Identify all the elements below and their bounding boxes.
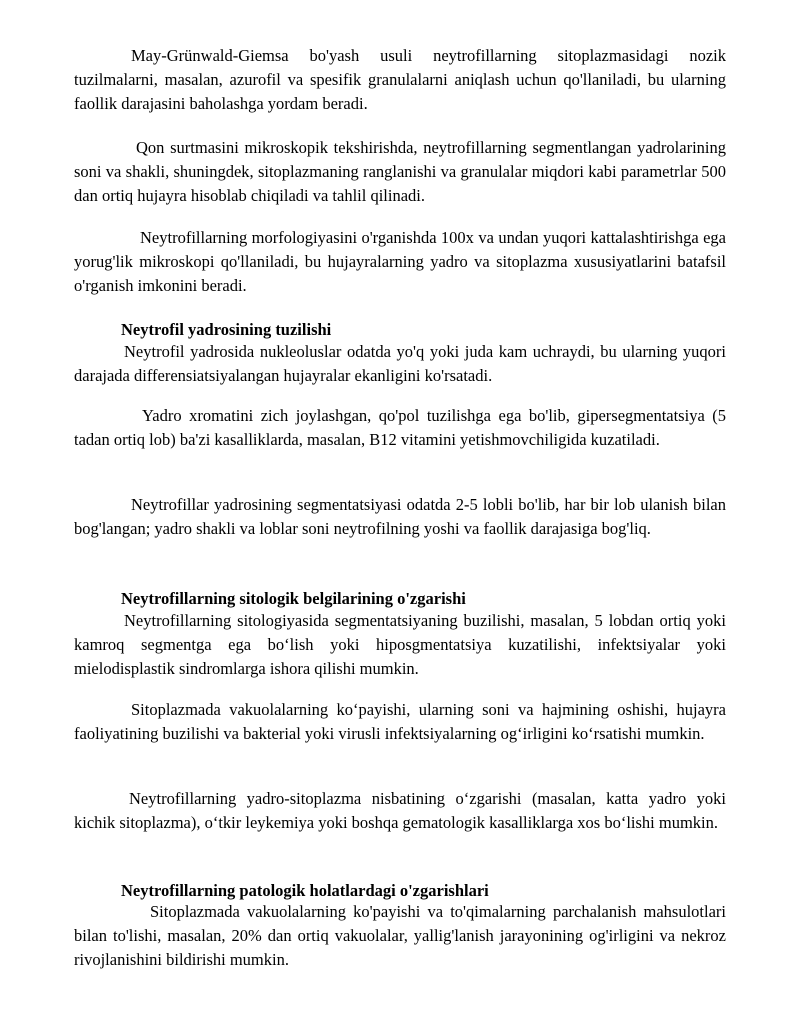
section-heading-cytological-changes: Neytrofillarning sitologik belgilarining o'zgarishi <box>121 589 466 608</box>
section-2-paragraph-2: Sitoplazmada vakuolalarning ko‘payishi, ularning soni va hajmining oshishi, hujayra faoliyatining buzilishi va bakterial yoki virusli infektsiyalarning og‘irligini ko‘rsatishi mumkin. <box>74 700 726 743</box>
section-1-paragraph-3: Neytrofillar yadrosining segmentatsiyasi odatda 2-5 lobli bo'lib, har bir lob ulanish bilan bog'langan; yadro shakli va loblar soni neytrofilning yoshi va faollik darajasiga bog'liq. <box>74 495 726 538</box>
section-heading-nucleus-structure: Neytrofil yadrosining tuzilishi <box>121 320 332 339</box>
section-1-paragraph-1: Neytrofil yadrosida nukleoluslar odatda yo'q yoki juda kam uchraydi, bu ularning yuqori darajada differensiatsiyalangan hujayralar ekanligini ko'rsatadi. <box>74 342 726 385</box>
section-2-paragraph-1: Neytrofillarning sitologiyasida segmentatsiyaning buzilishi, masalan, 5 lobdan ortiq yoki kamroq segmentga ega bo‘lish yoki hiposgmentatsiya kuzatilishi, infektsiyalar yoki mielodisplastik sindromlarga ishora qilishi mumkin. <box>74 611 726 678</box>
section-3-paragraph-1: Sitoplazmada vakuolalarning ko'payishi va to'qimalarning parchalanish mahsulotlari bilan to'lishi, masalan, 20% dan ortiq vakuolalar, yallig'lanish jarayonining og'irligini va nekroz rivojlanishini bildirishi mumkin. <box>74 902 726 969</box>
intro-paragraph-2: Qon surtmasini mikroskopik tekshirishda, neytrofillarning segmentlangan yadrolarining soni va shakli, shuningdek, sitoplazmaning ranglanishi va granulalar miqdori kabi parametrlar 500 dan ortiq hujayra hisoblab chiqiladi va tahlil qilinadi. <box>74 138 726 205</box>
intro-paragraph-1: May-Grünwald-Giemsa bo'yash usuli neytrofillarning sitoplazmasidagi nozik tuzilmalarni, masalan, azurofil va spesifik granulalarni aniqlash uchun qo'llaniladi, bu ularning faollik darajasini baholashga yordam beradi. <box>74 46 726 113</box>
section-2-paragraph-3: Neytrofillarning yadro-sitoplazma nisbatining o‘zgarishi (masalan, katta yadro yoki kichik sitoplazma), o‘tkir leykemiya yoki boshqa gematologik kasalliklarga xos bo‘lishi mumkin. <box>74 789 726 832</box>
section-heading-pathological-changes: Neytrofillarning patologik holatlardagi o'zgarishlari <box>121 881 489 900</box>
section-1-paragraph-2: Yadro xromatini zich joylashgan, qo'pol tuzilishga ega bo'lib, gipersegmentatsiya (5 tadan ortiq lob) ba'zi kasalliklarda, masalan, B12 vitamini yetishmovchiligida kuzatiladi. <box>74 406 726 449</box>
intro-paragraph-3: Neytrofillarning morfologiyasini o'rganishda 100x va undan yuqori kattalashtirishga ega yorug'lik mikroskopi qo'llaniladi, bu hujayralarning yadro va sitoplazma xususiyatlarini batafsil o'rganish imkonini beradi. <box>74 228 726 295</box>
